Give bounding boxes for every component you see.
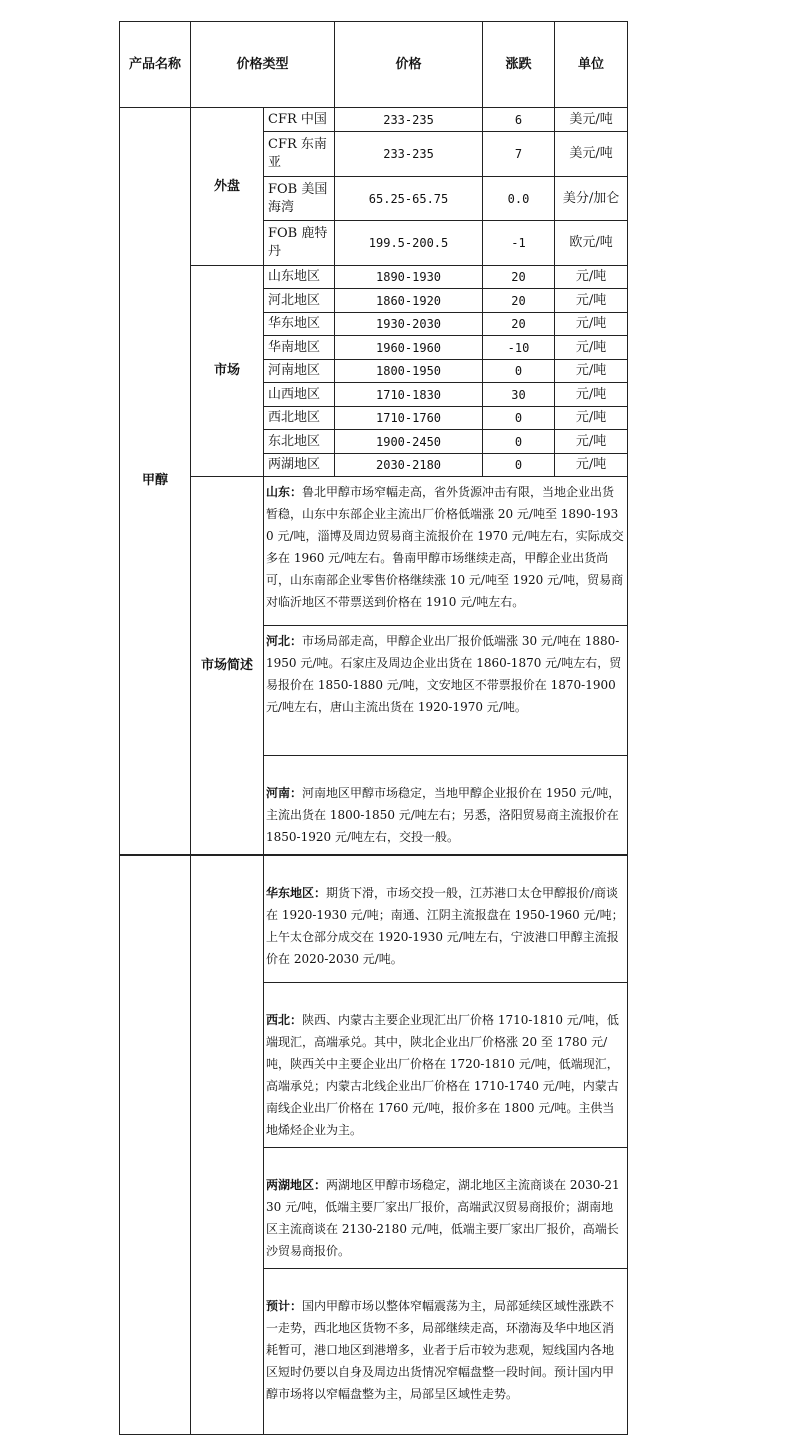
price-cell: 2030-2180 xyxy=(335,454,483,477)
header-unit: 单位 xyxy=(555,22,628,108)
change-cell: 30 xyxy=(483,383,555,407)
price-type-cell: 西北地区 xyxy=(264,407,335,430)
header-change: 涨跌 xyxy=(483,22,555,108)
summary-forecast xyxy=(264,1269,628,1435)
group-summary: 市场简述 xyxy=(191,477,264,855)
change-cell: 7 xyxy=(483,132,555,177)
price-cell: 1960-1960 xyxy=(335,336,483,360)
summary-label: 华东地区： xyxy=(266,886,327,900)
table-row xyxy=(120,266,628,289)
price-cell: 233-235 xyxy=(335,132,483,177)
summary-text: 两湖地区甲醇市场稳定，湖北地区主流商谈在 2030-2130 元/吨，低端主要厂家出厂报价，高端武汉贸易商报价；湖南地区主流商谈在 2130-2180 元/吨，低端主要厂家出厂报价，高端长沙贸易商报价。 xyxy=(266,1178,620,1258)
unit-cell: 元/吨 xyxy=(555,360,628,383)
unit-cell: 元/吨 xyxy=(555,336,628,360)
change-cell: 0 xyxy=(483,430,555,454)
price-type-cell: 河北地区 xyxy=(264,289,335,313)
summary-text: 国内甲醇市场以整体窄幅震荡为主，局部延续区域性涨跌不一走势，西北地区货物不多，局部继续走高，环渤海及华中地区消耗暂可，港口地区到港增多，业者于后市较为悲观，短线国内各地区短时仍要以自身及周边出货情况窄幅盘整一段时间。预计国内甲醇市场将以窄幅盘整为主，局部呈区域性走势。 xyxy=(266,1299,615,1401)
change-cell: -10 xyxy=(483,336,555,360)
summary-text: 期货下滑，市场交投一般，江苏港口太仓甲醇报价/商谈在 1920-1930 元/吨；南通、江阴主流报盘在 1950-1960 元/吨；上午太仓部分成交在 1920-1930 元/吨左右，宁波港口甲醇主流报价在 2020-2030 元/吨。 xyxy=(266,886,624,966)
blank-product-cell xyxy=(120,856,191,1435)
price-cell: 233-235 xyxy=(335,108,483,132)
summary-hebei xyxy=(264,626,628,756)
change-cell: 0 xyxy=(483,407,555,430)
header-price: 价格 xyxy=(335,22,483,108)
price-cell: 1710-1830 xyxy=(335,383,483,407)
unit-cell: 元/吨 xyxy=(555,313,628,336)
header-price-type: 价格类型 xyxy=(191,22,335,108)
unit-cell: 元/吨 xyxy=(555,289,628,313)
price-type-cell: 华南地区 xyxy=(264,336,335,360)
summary-lianghu xyxy=(264,1148,628,1269)
unit-cell: 元/吨 xyxy=(555,407,628,430)
unit-cell: 欧元/吨 xyxy=(555,221,628,266)
summary-label: 两湖地区： xyxy=(266,1178,327,1192)
summary-label: 山东： xyxy=(266,485,303,499)
change-cell: 0.0 xyxy=(483,177,555,221)
price-type-cell: 河南地区 xyxy=(264,360,335,383)
change-cell: 6 xyxy=(483,108,555,132)
change-cell: 20 xyxy=(483,289,555,313)
product-name: 甲醇 xyxy=(120,108,191,855)
unit-cell: 美分/加仑 xyxy=(555,177,628,221)
summary-text: 河南地区甲醇市场稳定，当地甲醇企业报价在 1950 元/吨，主流出货在 1800-1850 元/吨左右；另悉，洛阳贸易商主流报价在 1850-1920 元/吨左右，交投一般。 xyxy=(266,786,621,844)
header-product: 产品名称 xyxy=(120,22,191,108)
group-external: 外盘 xyxy=(191,108,264,266)
price-cell: 1900-2450 xyxy=(335,430,483,454)
summary-label: 河南： xyxy=(266,786,303,800)
summary-label: 西北： xyxy=(266,1013,303,1027)
unit-cell: 元/吨 xyxy=(555,266,628,289)
price-type-cell: FOB 鹿特丹 xyxy=(264,221,335,266)
summary-text: 鲁北甲醇市场窄幅走高，省外货源冲击有限，当地企业出货暂稳，山东中东部企业主流出厂价格低端涨 20 元/吨至 1890-1930 元/吨，淄博及周边贸易商主流报价在 1970 元/吨左右，实际成交多在 1960 元/吨左右。鲁南甲醇市场继续走高，甲醇企业出货尚可，山东南部企业零售价格继续涨 10 元/吨至 1920 元/吨，贸易商对临沂地区不带票送到价格在 1910 元/吨左右。 xyxy=(266,485,624,609)
summary-xibei xyxy=(264,983,628,1148)
summary-row xyxy=(120,856,628,983)
price-cell: 1710-1760 xyxy=(335,407,483,430)
summary-row xyxy=(120,477,628,626)
price-type-cell: FOB 美国海湾 xyxy=(264,177,335,221)
change-cell: 20 xyxy=(483,313,555,336)
summary-text: 陕西、内蒙古主要企业现汇出厂价格 1710-1810 元/吨，低端现汇，高端承兑。其中，陕北企业出厂价格涨 20 至 1780 元/吨，陕西关中主要企业出厂价格在 1720-1810 元/吨，低端现汇，高端承兑；内蒙古北线企业出厂价格在 1710-1740 元/吨，内蒙古南线企业出厂价格在 1760 元/吨，报价多在 1800 元/吨。主供当地烯烃企业为主。 xyxy=(266,1013,619,1137)
summary-continued-table xyxy=(119,855,628,1435)
summary-label: 河北： xyxy=(266,634,303,648)
table-row xyxy=(120,108,628,132)
unit-cell: 美元/吨 xyxy=(555,132,628,177)
blank-group-cell xyxy=(191,856,264,1435)
change-cell: -1 xyxy=(483,221,555,266)
summary-text: 市场局部走高，甲醇企业出厂报价低端涨 30 元/吨在 1880-1950 元/吨。石家庄及周边企业出货在 1860-1870 元/吨左右，贸易报价在 1850-1880 元/吨，文安地区不带票报价在 1870-1900 元/吨左右，唐山主流出货在 1920-1970 元/吨。 xyxy=(266,634,622,714)
price-type-cell: CFR 中国 xyxy=(264,108,335,132)
unit-cell: 元/吨 xyxy=(555,383,628,407)
price-cell: 199.5-200.5 xyxy=(335,221,483,266)
change-cell: 0 xyxy=(483,454,555,477)
price-cell: 65.25-65.75 xyxy=(335,177,483,221)
group-market: 市场 xyxy=(191,266,264,477)
change-cell: 0 xyxy=(483,360,555,383)
summary-label: 预计： xyxy=(266,1299,303,1313)
price-type-cell: CFR 东南亚 xyxy=(264,132,335,177)
summary-henan xyxy=(264,756,628,855)
change-cell: 20 xyxy=(483,266,555,289)
price-type-cell: 两湖地区 xyxy=(264,454,335,477)
price-cell: 1860-1920 xyxy=(335,289,483,313)
price-type-cell: 山东地区 xyxy=(264,266,335,289)
summary-huadong xyxy=(264,856,628,983)
unit-cell: 美元/吨 xyxy=(555,108,628,132)
unit-cell: 元/吨 xyxy=(555,430,628,454)
price-cell: 1890-1930 xyxy=(335,266,483,289)
price-type-cell: 华东地区 xyxy=(264,313,335,336)
price-type-cell: 山西地区 xyxy=(264,383,335,407)
price-type-cell: 东北地区 xyxy=(264,430,335,454)
price-cell: 1930-2030 xyxy=(335,313,483,336)
header-row xyxy=(120,22,628,108)
price-cell: 1800-1950 xyxy=(335,360,483,383)
unit-cell: 元/吨 xyxy=(555,454,628,477)
price-table xyxy=(119,21,628,855)
summary-shandong xyxy=(264,477,628,626)
